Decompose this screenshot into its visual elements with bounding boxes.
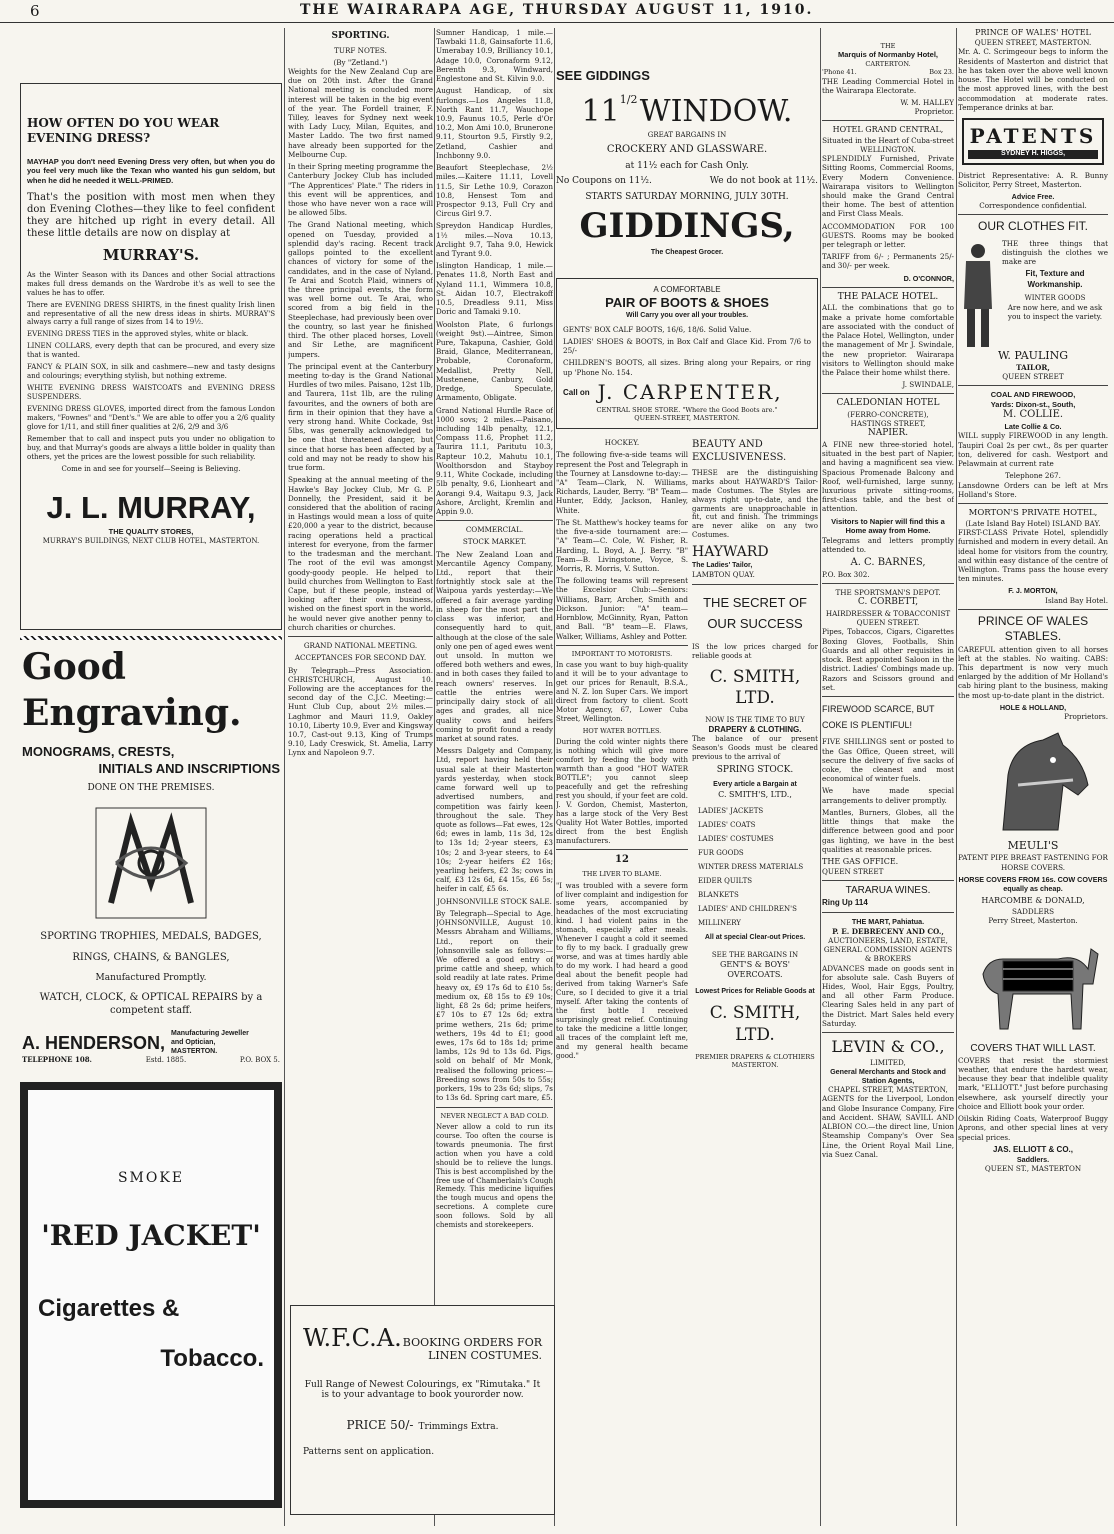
done-premises: DONE ON THE PREMISES. xyxy=(87,783,215,794)
news-column xyxy=(556,435,688,1069)
pauling-street: QUEEN STREET xyxy=(1002,372,1064,382)
swindale: J. SWINDALE, xyxy=(902,380,954,390)
henderson-name: A. HENDERSON, xyxy=(22,1032,166,1053)
turf-para: Weights for the New Zealand Cup are due on 20th inst. After the Grand National meeting is concluded more interest will be taken in the big event of the year. The Fordell trainer, F. Tilley, leaves for Sydney next week with Lady Lucy, Milan, Equites, and Master Laddo. The two first named have already been supported for the Melbourne Cup. xyxy=(288,66,433,159)
stock-item: LADIES' COSTUMES xyxy=(698,834,774,843)
boots-item: GENTS' BOX CALF BOOTS, 16/6, 18/6. Solid Value. xyxy=(563,324,752,334)
commercial-heading: COMMERCIAL. xyxy=(465,525,524,535)
jl-address: MURRAY'S BUILDINGS, NEXT CLUB HOTEL, MASTERTON. xyxy=(42,537,260,546)
balance-text: The balance of our present Season's Goods must be cleared previous to the arrival of xyxy=(692,735,818,762)
marquis-phone: 'Phone 41. xyxy=(822,68,857,77)
marquis-box: Box 23. xyxy=(929,68,954,77)
liver-heading: THE LIVER TO BLAME. xyxy=(582,870,662,879)
established: Estd. 1885. xyxy=(145,1056,187,1065)
hole-holland: HOLE & HOLLAND, xyxy=(999,702,1067,712)
cigarettes: Cigarettes & xyxy=(38,1294,180,1322)
full-range: Full Range of Newest Colourings, ex "Rimutaka." It is to your advantage to book yourorder now. xyxy=(304,1380,541,1400)
bottles-heading: HOT WATER BOTTLES. xyxy=(582,726,662,735)
smiths: C. SMITH'S, LTD., xyxy=(718,789,792,799)
boots-item: LADIES' SHOES & BOOTS, in Box Calf and Glace Kid. From 7/6 to 25/- xyxy=(563,337,811,356)
dress-body: That's the position with most men when they don Evening Clothes—they like to feel confident they are hitched up right in every detail. All these little details are now on display at xyxy=(27,191,275,239)
hayward-address: LAMBTON QUAY. xyxy=(692,571,755,580)
engraving-heading: Good Engraving. xyxy=(22,646,242,735)
coal-heading: COAL AND FIREWOOD, xyxy=(990,390,1076,400)
booking-orders: BOOKING ORDERS FOR LINEN COSTUMES. xyxy=(402,1336,542,1362)
every-article: Every article a Bargain at xyxy=(713,780,797,788)
murray-advert xyxy=(20,83,282,630)
page-header xyxy=(0,0,1114,23)
column-rule xyxy=(820,28,821,1526)
proprietors: Proprietors. xyxy=(1064,712,1108,722)
hgc-heading: HOTEL GRAND CENTRAL, xyxy=(832,125,944,135)
tararua-wines: TARARUA WINES. xyxy=(845,885,931,897)
advice-free: Advice Free. xyxy=(1011,191,1055,201)
meuli: MEULI'S xyxy=(1007,839,1059,853)
five-shillings: FIVE SHILLINGS sent or posted to the Gas Office, Queen street, will secure the delivery of five sacks of coke, the cleanest and most economical of winter fuels. xyxy=(822,737,954,784)
auctioneers: AUCTIONEERS, LAND, ESTATE, GENERAL COMMISSION AGENTS & BROKERS xyxy=(823,935,953,964)
late-collie: Late Collie & Co. xyxy=(1004,422,1062,432)
murray-item: FANCY & PLAIN SOX, in silk and cashmere—new and tasty designs and colourings; everything stylish, but nothing extreme. xyxy=(27,363,275,381)
murray-item: LINEN COLLARS, every depth that can be procured, and every size that is wanted. xyxy=(27,342,275,360)
monogram-illustration xyxy=(91,803,211,923)
barnes: A. C. BARNES, xyxy=(850,557,926,569)
drapery-clothing: DRAPERY & CLOTHING. xyxy=(708,725,802,735)
column-1 xyxy=(20,28,282,1526)
horse-head-illustration xyxy=(963,725,1103,835)
liver-para: "I was troubled with a severe form of liver complaint and indigestion for some years, accompanied by headaches of the most excruciating kind. I had violent pains in the stomach, especially after meals. Whenever I caught a cold it seemed to fly to my back. I gradually grew worse, and was at times hardly able to do my work. I had heard a good deal about the benefit people had derived from taking Warner's Safe Cure, so I decided to give it a trial myself. After taking the contents of the first bottle I received surprisingly great relief. Continuing to take the medicine a little longer, all traces of the complaint left me, and my general health became good." xyxy=(556,881,688,1060)
time-to-buy: NOW IS THE TIME TO BUY xyxy=(705,716,805,725)
levin-limited: LIMITED, xyxy=(870,1057,906,1067)
manufactured: Manufactured Promptly. xyxy=(95,972,207,983)
clothes-intro: THE three things that distinguish the clothes we make are xyxy=(1002,238,1108,267)
initials: INITIALS AND INSCRIPTIONS xyxy=(98,760,280,776)
bottles-para: During the cold winter nights there is nothing which will give more comfort by feeding the body with warmth than a good "HOT WATER BOTTLE"; you cannot sleep peacefully and get the refreshing rest you should, if your feet are cold. J. V. Gordon, Chemist, Masterton, has a large stock of the Very Best Quality Hot Water Bottles, imported direct from the best English manufacturers. xyxy=(556,738,688,845)
masterton: MASTERTON. xyxy=(731,1061,779,1070)
sportsman-heading: THE SPORTSMAN'S DEPOT. xyxy=(835,588,941,598)
patents-logo: PATENTS xyxy=(969,123,1097,148)
crockery: CROCKERY AND GLASSWARE. xyxy=(606,143,768,155)
premier-drapers: PREMIER DRAPERS & CLOTHIERS xyxy=(695,1052,815,1061)
turf-para: Speaking at the annual meeting of the Hawke's Bay Jockey Club, Mr G. P. Donnelly, the President, said it be considered that the abolition of racing in Hastings would mean a loss of quite £20,000 a year to the district, because racing operations held a practical interest for everyone, from the farmer to the tradesman and the merchant. The root of the evil was amongst goody-goody people. He helped to build churches from Wellington to East Cape, but if these people, instead of looking after their own business, wished on the finest sport in the world, he would never give another penny to church charities or churches. xyxy=(288,475,433,632)
visitors-napier: Visitors to Napier will find this a Home away from Home. xyxy=(831,516,945,536)
smith-name-2: C. SMITH, LTD. xyxy=(709,1003,801,1045)
see-giddings: SEE GIDDINGS xyxy=(556,68,650,83)
halley-prop: Proprietor. xyxy=(914,107,954,117)
mart-heading: THE MART, Pahiatua. xyxy=(851,917,925,927)
starts: STARTS SATURDAY MORNING, JULY 30TH. xyxy=(585,191,789,202)
column-6 xyxy=(958,28,1108,1526)
price-number: 11 xyxy=(581,93,620,129)
page-number: 6 xyxy=(30,2,40,20)
coal-para: WILL supply FIREWOOD in any length. Taupiri Coal 2s per cwt., 8s per quarter ton, delivered for cash. Westport and Pelawmain at current rate xyxy=(958,431,1108,469)
winter-goods: WINTER GOODS xyxy=(1024,293,1086,302)
pws-para: CAREFUL attention given to all horses left at the stables. No waiting. CABS: This department is now very much enlarged by the addition of Mr Holland's cab hiring plant to the business, making the most up-to-date plant in the district. xyxy=(958,644,1108,700)
hairdresser: HAIRDRESSER & TOBACCONIST xyxy=(825,609,951,618)
henderson-sub: Manufacturing Jeweller and Optician, MASTERTON. xyxy=(171,1029,249,1055)
higgs: SYDNEY H. HIGGS, xyxy=(968,150,1098,159)
barnes-pobox: P.O. Box 302. xyxy=(822,570,870,580)
caledonian-heading: CALEDONIAN HOTEL xyxy=(836,398,940,409)
beauty-heading: BEAUTY AND EXCLUSIVENESS. xyxy=(692,439,787,463)
acceptances-para: By Telegraph—Press Association. CHRISTCHURCH, August 10. Following are the acceptances for the second day of the C.J.C. Meeting:— Hunt Club Cup, about 2½ miles.—Laghmor and Mauri 11.9, Oakley 10.10, Liberty 10.9, Ever and Kingsway 10.7, Cast-out 9.13, King of Trumps 9.10, Lady Creswick, St. Amelia, Larry Lynx and Napoleon 9.7. xyxy=(288,665,433,758)
lansdowne: Lansdowne Orders can be left at Mrs Holland's Store. xyxy=(958,480,1108,499)
pow-street: QUEEN STREET, MASTERTON. xyxy=(974,38,1092,48)
race-para: Spreydon Handicap Hurdles, 1½ miles.—Nova 10.13, Arclight 9.7, Taha 9.0, Hewick and Tyrant 9.0. xyxy=(436,221,553,259)
trophies: SPORTING TROPHIES, MEDALS, BADGES, xyxy=(40,930,262,942)
wfca-title: W.F.C.A. xyxy=(303,1324,402,1352)
mantles: Mantles, Burners, Globes, all the little things that make the difference between good and poor gas lighting, we have in the best qualities at reasonable prices. xyxy=(822,807,954,854)
race-para: Islington Handicap, 1 mile.—Penates 11.8, North East and Nyland 11.1, Wimmera 10.8, St. Aidan 10.7, Electrakoff 10.5, Dreadless 9.11, Miss Doric and Tamaki 9.10. xyxy=(436,261,553,317)
elliott-street: QUEEN ST., MASTERTON xyxy=(984,1164,1082,1174)
watch-repairs: WATCH, CLOCK, & OPTICAL REPAIRS by a competent staff. xyxy=(39,992,263,1016)
morton-heading: MORTON'S PRIVATE HOTEL, xyxy=(968,508,1098,519)
grand-national-heading: GRAND NATIONAL MEETING. xyxy=(303,641,418,651)
jas-elliott: JAS. ELLIOTT & CO., xyxy=(992,1144,1073,1154)
fit-texture: Fit, Texture and Workmanship. xyxy=(1025,269,1085,289)
cold-heading: NEVER NEGLECT A BAD COLD. xyxy=(440,1111,549,1120)
call-on: Call on xyxy=(563,387,590,397)
carpenter-advert xyxy=(556,278,818,429)
stock-item: LADIES' AND CHILDREN'S MILLINERY xyxy=(698,904,797,927)
yards: Yards: Dixon-st., South, xyxy=(990,399,1076,409)
mart-para: ADVANCES made on goods sent in for absolute sale. Cash Buyers of Hides, Wool, Hair Eggs, Poultry, and all other Farm Produce. Clearing Sales held in any part of the District. Mart Sales held every Saturday. xyxy=(822,963,954,1028)
price-fraction: 1/2 xyxy=(619,92,638,106)
beauty-para: THESE are the distinguishing marks about HAYWARD'S Tailor-made Costumes. The Styles are always right up-to-date, and the garments are unapproachable in fit, cut and finish. The trimmings are never alike on any two Costumes. xyxy=(692,468,818,540)
stock-item: BLANKETS xyxy=(698,890,739,899)
carpenter-address: QUEEN-STREET, MASTERTON. xyxy=(634,413,740,422)
johnsonville-heading: JOHNSONVILLE STOCK SALE. xyxy=(437,896,552,906)
race-para: Beaufort Steeplechase, 2½ miles.—Kaitere 11.11, Lovell 11.5, Sir Lethe 10.9, Corazon 10.8, Hensest Tom and Prospector 9.13, Full Cry and Circus Girl 9.7. xyxy=(436,163,553,219)
monograms: MONOGRAMS, CRESTS, xyxy=(22,744,175,760)
saddlers: SADDLERS xyxy=(1012,906,1054,916)
window: WINDOW. xyxy=(639,93,793,129)
oilskin: Oilskin Riding Coats, Waterproof Buggy Aprons, and other special lines at very special prices. xyxy=(958,1114,1108,1142)
acceptances-heading: ACCEPTANCES FOR SECOND DAY. xyxy=(294,653,427,663)
tailor-figure-illustration xyxy=(958,239,998,349)
cold-para: Never allow a cold to run its course. Too often the course is towards pneumonia. The first action when you have a cold should be to relieve the lungs. This is best accomplished by the free use of Chamberlain's Cough Remedy. This medicine liquifies the tough mucus and opens the secretions. A complete cure soon follows. Sold by all chemists and storekeepers. xyxy=(436,1122,553,1230)
motorists-heading: IMPORTANT TO MOTORISTS. xyxy=(571,649,673,658)
meuli-para: PATENT PIPE BREAST FASTENING FOR HORSE COVERS. xyxy=(958,853,1108,872)
rings: RINGS, CHAINS, & BANGLES, xyxy=(72,951,230,963)
hgc-para: SPLENDIDLY Furnished, Private Sitting Rooms, Commercial Rooms, Every Modern Convenience. Wairarapa visitors to Wellington should make the Grand Central their home. The best of attention and First Class Meals. xyxy=(822,154,954,219)
hockey-para: The following five-a-side teams will represent the Post and Telegraph in the Tourney at Lansdowne to-day:— "A" Team—Clark, N. Williams, Richards, Lauder, Berry. "B" Team—Hunter, Eddy, Jackson, Hanley, White. xyxy=(556,450,688,515)
gas-office: THE GAS OFFICE. xyxy=(822,856,899,866)
levin: LEVIN & CO., xyxy=(831,1037,945,1057)
ring-up: Ring Up 114 xyxy=(822,898,868,908)
morton-para: FIRST-CLASS Private Hotel, splendidly furnished and modern in every detail. An ideal home for visitors from the country, and within easy distance of the centre of Wellington. Trams pass the house every ten minutes. xyxy=(958,528,1108,584)
perry-street: Perry Street, Masterton. xyxy=(988,915,1078,925)
halley: W. M. HALLEY xyxy=(900,97,954,107)
pow-para: Mr. A. C. Scrimgeour begs to inform the Residents of Masterton and district that he has taken over the above well known house. The Hotel will be conducted on the most approved lines, with the best accommodation at moderate rates. Temperance drinks at bar. xyxy=(958,47,1108,112)
tobacco: Tobacco. xyxy=(160,1345,264,1373)
murray-remember: Remember that to call and inspect puts you under no obligation to buy, and that Murray's goods are always a little bolder in quality than others, yet the prices are the lowest possible for such reliability. xyxy=(27,434,275,461)
jl-sub: THE QUALITY STORES, xyxy=(108,527,194,537)
patents-rep: District Representative: A. R. Bunny Solicitor, Perry Street, Masterton. xyxy=(958,170,1108,189)
pauling-tailor: TAILOR, xyxy=(1016,362,1050,372)
henderson-advert xyxy=(20,640,282,1082)
hayward: HAYWARD xyxy=(692,544,769,561)
covers-heading: COVERS THAT WILL LAST. xyxy=(970,1042,1096,1054)
carterton: CARTERTON. xyxy=(865,59,911,68)
turf-heading: TURF NOTES. xyxy=(334,45,387,55)
murray-item: EVENING DRESS TIES in the approved styles, white or black. xyxy=(27,330,249,339)
jl-murray: J. L. MURRAY, xyxy=(46,489,256,525)
gas-street: QUEEN STREET xyxy=(822,867,884,877)
sporting-heading: SPORTING. xyxy=(331,31,390,41)
firewood-heading: FIREWOOD SCARCE, BUT COKE IS PLENTIFUL! xyxy=(822,703,935,731)
murray-item: There are EVENING DRESS SHIRTS, in the finest quality Irish linen and representative of all the new dress ideas in shirts. MURRAY'S always carry a full range of sizes from 14 to 19½. xyxy=(27,300,275,327)
smoke: SMOKE xyxy=(117,1170,185,1186)
comfortable: A COMFORTABLE xyxy=(653,285,721,294)
column-rule xyxy=(956,28,957,1526)
hgc-accom: ACCOMMODATION FOR 100 GUESTS. Rooms may be booked per telegraph or letter. xyxy=(822,221,954,250)
stock-item: EIDER QUILTS xyxy=(698,876,753,885)
levin-para: AGENTS for the Liverpool, London and Globe Insurance Company, Fire and Accident. SHAW, SAVILL AND ALBION CO.—the direct line, Union Steamship Company's Over Sea Line, the Orient Royal Mail Line, via Suez Canal. xyxy=(822,1094,954,1159)
the: THE xyxy=(880,42,896,50)
po-box: P.O. BOX 5. xyxy=(239,1056,280,1065)
pauling: W. PAULING xyxy=(997,348,1069,362)
stock-market-heading: STOCK MARKET. xyxy=(462,537,527,547)
murrays-heading: MURRAY'S. xyxy=(102,245,200,264)
stock-item: FUR GOODS xyxy=(698,848,744,857)
boots-item: CHILDREN'S BOOTS, all sizes. Bring along your Repairs, or ring up 'Phone No. 154. xyxy=(563,358,811,377)
correspondence: Correspondence confidential. xyxy=(979,201,1087,211)
johnsonville-para: By Telegraph—Special to Age. JOHNSONVILLE, August 10. Messrs Abraham and Williams, Ltd., report on their Johnsonville sale as follows:—We offered a good entry of prime cattle and sheep, which sold readily at late rates. Prime heavy ox, £9 17s 6d to £10 5s; medium ox, £8 15s to £9 10s; light, £8 2s 6d; prime heifers, £7 10s to £7 12s 6d; extra prime wethers, 21s 6d; prime wethers, 19s 4d to £1; good ewes, 17s 6d to 18s 1d; prime lambs, 12s 9d to 13s 6d. Pigs, sold on behalf of Mr Monk, realised the following prices:—Breeding sows from 50s to 55s; porkers, 19s to 23s 6d; slips, 7s to 13s 6d. Spring cart mare, £5. xyxy=(436,908,553,1103)
inspect-variety: Are now here, and we ask you to inspect the variety. xyxy=(1007,302,1103,322)
column-rule xyxy=(284,28,285,1526)
hockey-para: The St. Matthew's hockey teams for the five-a-side tournament are:— "A" Team—C. Cole, W. Fisher, R. Harding, L. Boyd, A. J. Berry. "B" Team—B. Livingstone, Voyce, S. Morris, R. Morris, V. Sutton. xyxy=(556,517,688,573)
palace-heading: THE PALACE HOTEL. xyxy=(837,291,939,302)
motorists-para: In case you want to buy high-quality and it will be to your advantage to get our prices for Renault, B.S.A., and N. Z. lon Super Cars. We import direct from factory to client. Scott Motor Agency, 67, Lower Cuba Street, Wellington. xyxy=(556,661,688,723)
marquis-para: THE Leading Commercial Hotel in the Wairarapa Electorate. xyxy=(822,76,954,95)
hockey-para: The following teams will represent the Excelsior Club:—Seniors: Williams, Barr, Archer, Smith and Dickson. Junior: "A" team—Hornblow, McGinnity, Ryan, Patton and Ball. "B" team—E. Flaws, Walker, Williams, Ashley and Potter. xyxy=(556,576,688,641)
spring-stock: SPRING STOCK. xyxy=(716,765,794,776)
levin-general: General Merchants and Stock and Station Agents, xyxy=(830,1066,946,1085)
no-coupons: No Coupons on 11½. xyxy=(556,176,652,187)
turf-by: (By "Zetland.") xyxy=(333,57,388,67)
telephone: TELEPHONE 108. xyxy=(22,1055,92,1065)
collie: M. COLLIE. xyxy=(1002,409,1064,421)
hayward-sub: The Ladies' Tailor, xyxy=(692,562,753,570)
ferro: (FERRO-CONCRETE), xyxy=(847,409,929,419)
pws-heading: PRINCE OF WALES STABLES. xyxy=(977,613,1089,644)
stock-item: LADIES' JACKETS xyxy=(698,806,764,815)
caledonian-para: A FINE new three-storied hotel, situated in the best part of Napier, and having a magnificent sea view. Spacious Promenade Balcony and Roof, well-furnished, large sunny, luxurious private sitting-rooms, first-class table, and the best of attention. xyxy=(822,439,954,514)
clear-out: All at special Clear-out Prices. xyxy=(704,933,806,941)
stock-para: Messrs Dalgety and Company, Ltd, report having held their usual sale at their Masterton yards yesterday, when stock came forward well up to advertised numbers, and competition was fairly keen throughout the sale. They quote as follows—Fat ewes, 12s 6d; ewes in lamb, 11s 3d, 12s to 13s 1d; 2-year steers, £3 10s; 2 and 3-year steers, to £4 10s; 2-year heifers £2 16s; yearling heifers, £2 3s; cows in calf, £3 12s 6d, £4 15s, £6 5s; heifer in calf, £5 6s. xyxy=(436,746,553,894)
race-para: Woolston Plate, 6 furlongs (weight 9st).—Aintree, Simon Pure, Takapuna, Cashier, Gold Braid, Glance, Mediterranean, Probable, Coronaform, Medallist, Pretty Nell, Mustenene, Canbury, Gold Dredge, Speculate, Armamento, Obligate. xyxy=(436,319,553,403)
carpenter-sub: CENTRAL SHOE STORE. "Where the Good Boots are." xyxy=(596,405,778,414)
hgc-sub: Situated in the Heart of Cuba-street WELLINGTON. xyxy=(822,135,954,154)
telegrams: Telegrams and letters promptly attended to. xyxy=(822,535,954,555)
overcoats: GENT'S & BOYS' OVERCOATS. xyxy=(720,959,790,980)
turf-para: The Grand National meeting, which opened on Tuesday, provided a splendid day's racing. Recent track gallops pointed to the excellent chances of victory for some of the candidates, and in the case of Nyland, Te Arai and Scotch Plaid, winners of the three principal events, the form was well borne out. Te Arai, who scored from a big field in the Steeplechase, had previously been over the country, so last year he finished third. The other placed horses, Lovell and Sir Lethe, are magnificent jumpers. xyxy=(288,220,433,359)
red-jacket-advert xyxy=(20,1082,282,1508)
not-book: We do not book at 11½. xyxy=(709,176,818,187)
great-bargains: GREAT BARGAINS IN xyxy=(647,131,727,140)
patterns: Patterns sent on application. xyxy=(303,1447,435,1457)
turf-para: The principal event at the Canterbury meeting to-day is the Grand National Hurdles of two miles. Paisano, 12st 1lb, and Taurera, 11st 1lb, are the ruling favourites, and the owners of both are firm in their opinion that they have a very strong hand. White Cockade, 9st 5lbs, was generally acknowledged to be one that threatened danger, but since that horse has been affected by a cold and may not be ready to show his true form. xyxy=(288,361,433,473)
marquis-heading: Marquis of Normanby Hotel, xyxy=(837,50,938,60)
stock-para: The New Zealand Loan and Mercantile Agency Company, Ltd., report that their fortnightly stock sale at the Waipoua yards yesterday:—We offered a fair average yarding in sheep for the most part the class was inferior, and consequently hard to quit, although at the close of the sale only one pen of aged ewes went out unsold. In mutton we offered both wethers and ewes, and in both cases they failed to reach owners' reserves. In cattle the entries were principally dairy stock of all ages and grades, all nice quality cows and heifers coming to profit found a ready market at sound rates. xyxy=(436,549,553,743)
see-bargains: SEE THE BARGAINS IN xyxy=(711,950,799,959)
section-number: 12 xyxy=(615,854,629,866)
palace-para: ALL the combinations that go to make a private home comfortable are associated with the conduct of the Palace Hotel, Wellington, under the management of Mr J. Swindale, the new proprietor. Wairarapa visitors to Wellington should make the Palace their home whilst there. xyxy=(822,303,954,377)
stock-item: LADIES' COATS xyxy=(698,820,756,829)
smith-column xyxy=(692,435,818,1069)
smith-name: C. SMITH, LTD. xyxy=(709,666,801,709)
race-para: August Handicap, of six furlongs.—Los Angeles 11.8, North Rant 11.7, Wauchope 10.9, Faunus 10.5, Perle d'Or 10.2, Mon Ami 10.0, Brunerone 9.11, Stourton 9.5, Firstly 9.2, Zetland, Cashier and Inchbonny 9.0. xyxy=(436,86,553,160)
elliott-saddlers: Saddlers. xyxy=(1016,1154,1050,1164)
wfca-box xyxy=(290,1305,555,1515)
dress-intro: MAYHAP you don't need Evening Dress very often, but when you do you feel very much like the Texan who wanted his gun seldom, but when he did he needed it WELL-PRIMED. xyxy=(27,156,275,185)
fj-morton: F. J. MORTON, xyxy=(1008,586,1058,596)
murray-come: Come in and see for yourself—Seeing is Believing. xyxy=(61,464,241,473)
race-para: Sumner Handicap, 1 mile.—Tawbaki 11.8, Gainsaforte 11.6, Umerabay 10.9, Brilliancy 10.1, Adage 10.0, Coronaform 9.12, Berenth 9.3, Windward, Englestone and St. Kilvin 9.0. xyxy=(436,28,553,84)
oconnor: D. O'CONNOR, xyxy=(903,273,954,283)
will-carry: Will Carry you over all your troubles. xyxy=(625,311,749,319)
column-rule xyxy=(554,28,555,1526)
sportsman-street: QUEEN STREET. xyxy=(856,618,920,628)
clothes-heading: OUR CLOTHES FIT. xyxy=(977,219,1088,234)
cheapest-grocer: The Cheapest Grocer. xyxy=(650,248,724,256)
stock-item: WINTER DRESS MATERIALS xyxy=(698,862,804,871)
column-4 xyxy=(556,28,818,1526)
red-jacket: 'RED JACKET' xyxy=(41,1218,261,1252)
trimmings: Trimmings Extra. xyxy=(418,1422,499,1432)
giddings: GIDDINGS, xyxy=(579,206,795,247)
hastings: HASTINGS STREET, xyxy=(850,419,926,429)
wfca-price: PRICE 50/- xyxy=(346,1418,414,1432)
corbett: C. CORBETT, xyxy=(857,597,919,608)
race-para: Grand National Hurdle Race of 1000 sovs; 2 miles.—Paisano, including 14lb penalty, 12.1, Compass 11.6, Prophet 11.2, Taurira 11.1, Paritutu 10.3, Rapteur 10.2, Mahutu 10.1, Woolthorsdon and Stayboy 9.11, White Cockade, including 5lb penalty, 9.6, Lionheart and Aorangi 9.4, Waitapu 9.3, Jack Ashore, Arclight, Kremlin and Appin 9.0. xyxy=(436,405,553,516)
giddings-advert xyxy=(556,68,818,258)
dress-question: HOW OFTEN DO YOU WEAR EVENING DRESS? xyxy=(27,116,220,146)
column-3 xyxy=(436,28,553,1526)
secret-heading: THE SECRET OF OUR SUCCESS xyxy=(703,595,807,631)
sportsman-para: Pipes, Tobaccos, Cigars, Cigarettes Boxing Gloves, Footballs, Shin Guards and all other requisites in stock. Best appointed Saloon in the district. Ladies' Combings made up. Razors and Scissors ground and set. xyxy=(822,627,954,692)
coal-tel: Telephone 267. xyxy=(1005,471,1061,481)
column-2 xyxy=(288,28,433,1526)
debreceny: P. E. DEBRECENY AND CO., xyxy=(832,926,944,936)
carpenter-name: J. CARPENTER, xyxy=(597,379,783,404)
murray-winter: As the Winter Season with its Dances and other Social attractions makes full dress demands on the Wardrobe it's as well to see the values he has to offer. xyxy=(27,270,275,297)
pair-boots: PAIR OF BOOTS & SHOES xyxy=(605,295,769,311)
murray-item: WHITE EVENING DRESS WAISTCOATS and EVENING DRESS SUSPENDERS. xyxy=(27,384,275,402)
turf-para: In their Spring meeting programme the Canterbury Jockey Club has included "The Apprentices' Plate." The riders in this event will be apprentices, and those who have never won a race will be allowed 5lbs. xyxy=(288,162,433,218)
covers-para: COVERS that resist the stormiest weather, that endure the hardest wear, because they bear that indelible quality mark, "ELLIOTT." Just before purchasing elsewhere, ask yourself directly your choice and Elliott book your order. xyxy=(958,1055,1108,1111)
column-rule xyxy=(434,28,435,1526)
special-arrangements: We have made special arrangements to deliver promptly. xyxy=(822,786,954,805)
murray-item: EVENING DRESS GLOVES, imported direct from the famous London makers, "Fownes" and "Dent's." We are able to offer you a 2/6 quality glove for 1/11, and still finer qualities at 2/6, 2/9 and 3/6 xyxy=(27,405,275,431)
island-bay-hotel: Island Bay Hotel. xyxy=(1045,595,1108,605)
levin-chapel: CHAPEL STREET, MASTERTON, xyxy=(828,1085,948,1095)
horse-covers: HORSE COVERS FROM 16s. COW COVERS equally as cheap. xyxy=(958,874,1108,894)
cash-only: at 11½ each for Cash Only. xyxy=(625,160,749,171)
hgc-tariff: TARIFF from 6/- ; Permanents 25/- and 30/- per week. xyxy=(822,252,954,271)
low-prices: IS the low prices charged for reliable goods at xyxy=(692,642,818,660)
lowest-prices: Lowest Prices for Reliable Goods at xyxy=(695,988,815,996)
column-5 xyxy=(822,28,954,1526)
pow-heading: PRINCE OF WALES' HOTEL xyxy=(975,28,1091,37)
late-island: (Late Island Bay Hotel) ISLAND BAY. xyxy=(965,518,1101,528)
hockey-heading: HOCKEY. xyxy=(604,438,640,448)
harcombe: HARCOMBE & DONALD, xyxy=(981,896,1085,906)
napier: NAPIER. xyxy=(867,428,909,439)
masthead: THE WAIRARAPA AGE, THURSDAY AUGUST 11, 1910. xyxy=(300,2,814,18)
covered-horse-illustration xyxy=(963,929,1103,1039)
